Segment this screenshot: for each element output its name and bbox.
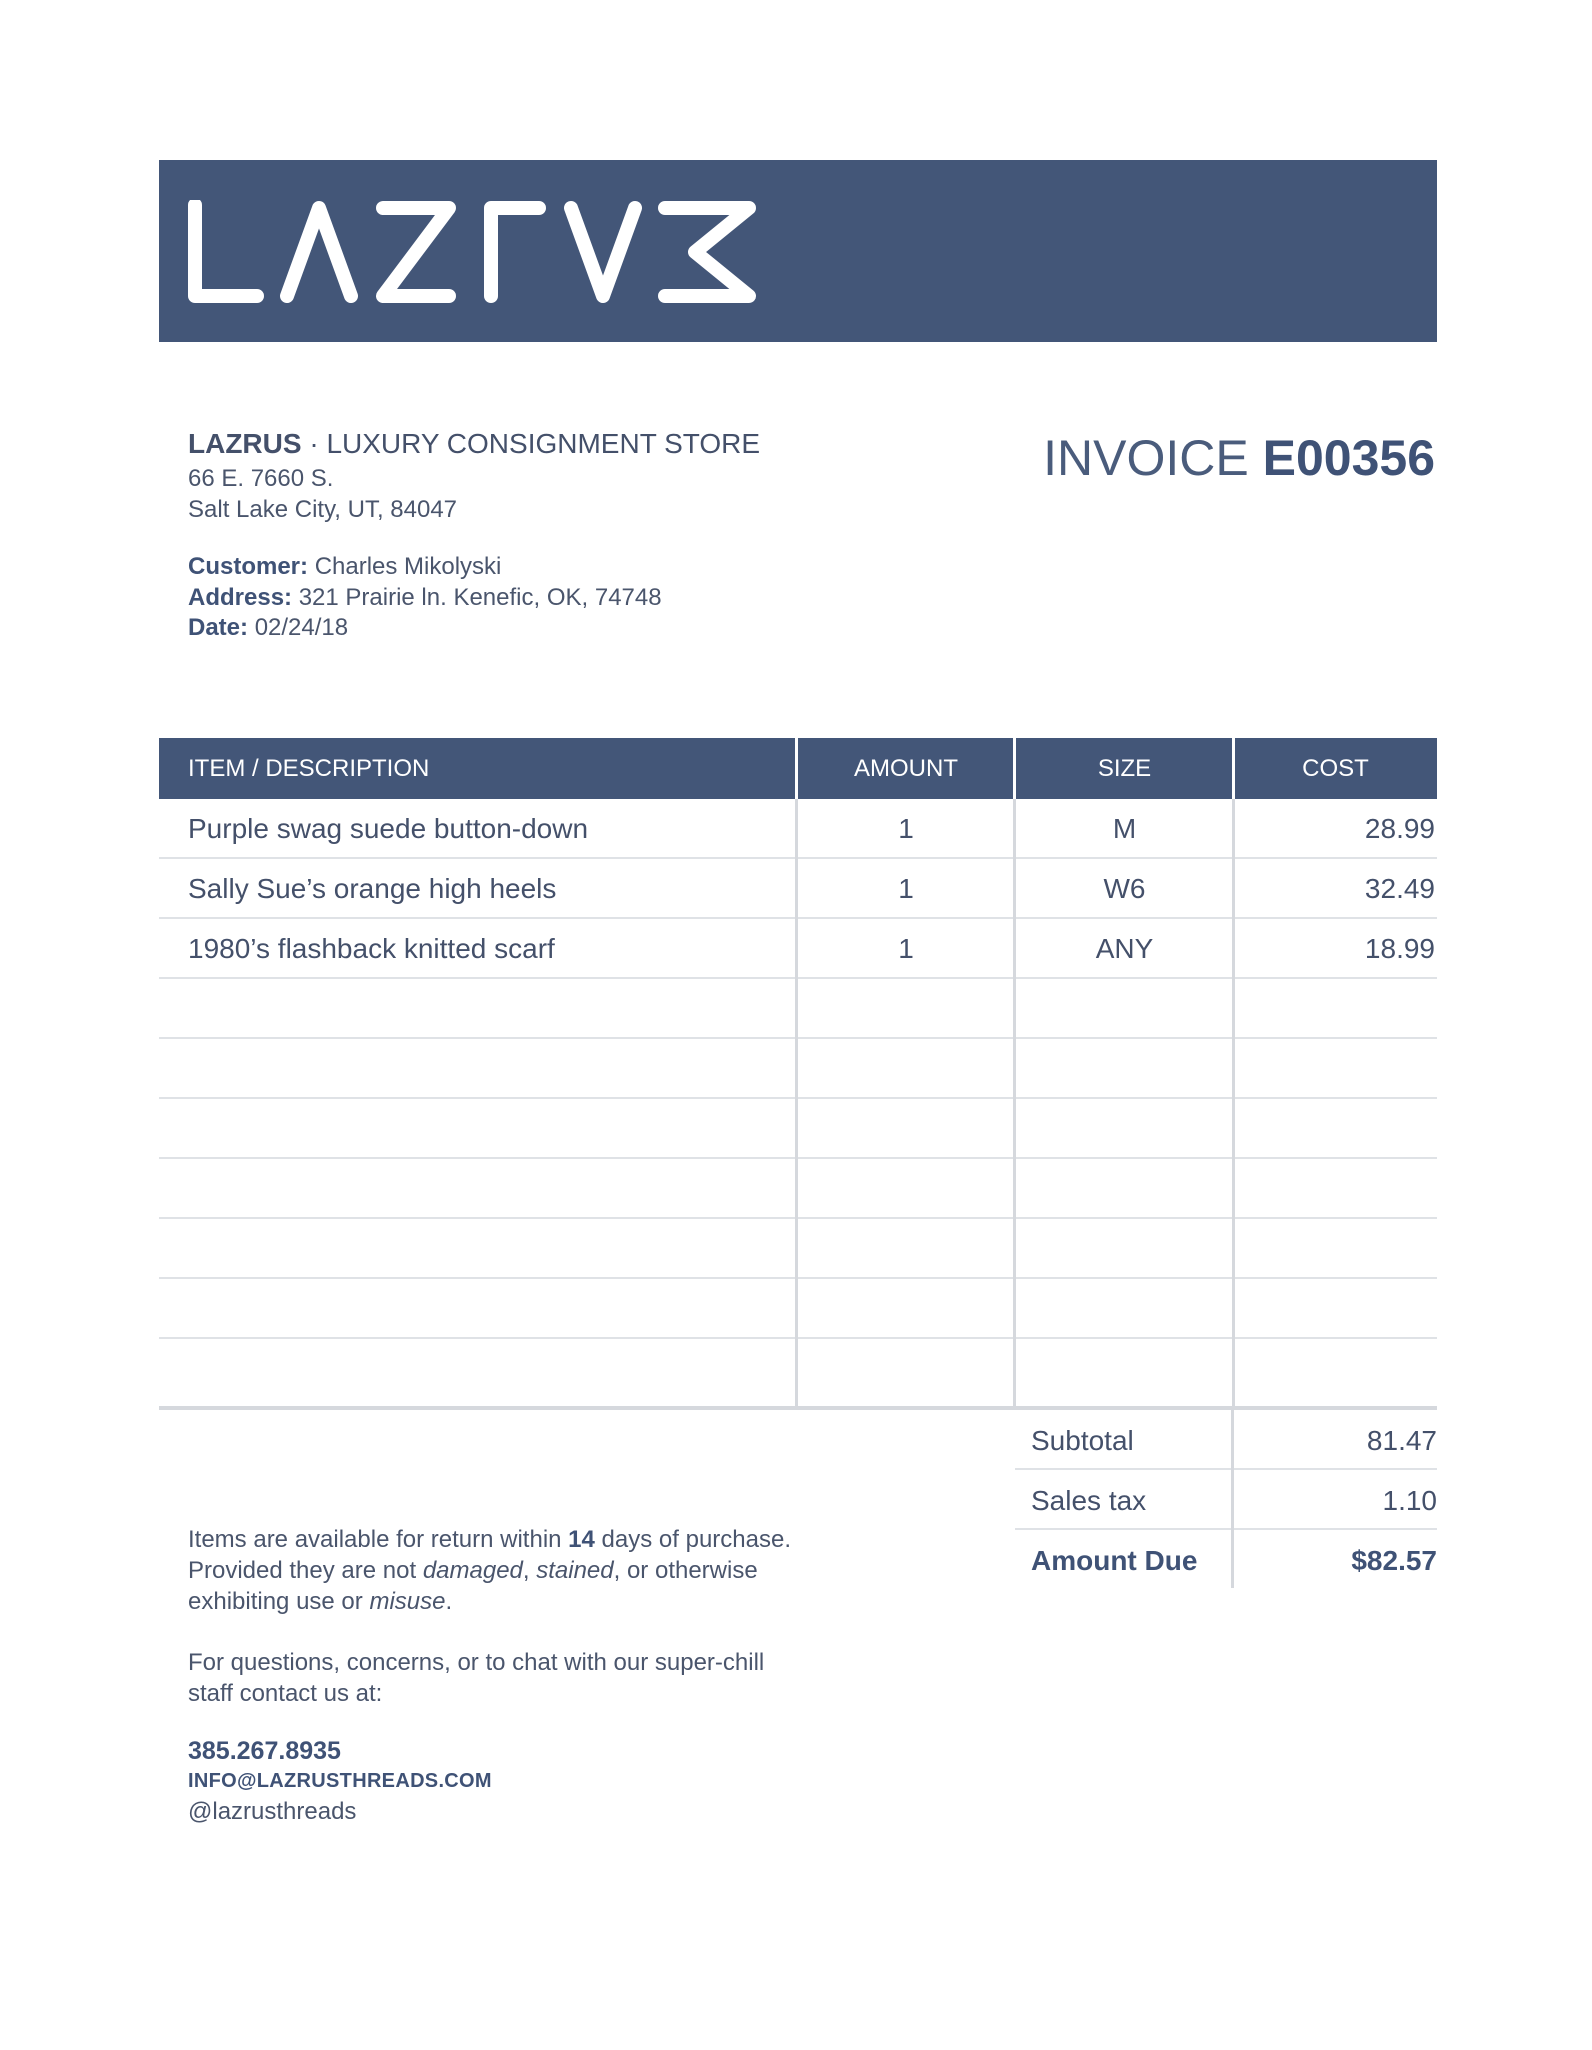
column-divider <box>1232 799 1235 1406</box>
subtotal-label: Subtotal <box>1031 1425 1134 1456</box>
header-cost: COST <box>1302 755 1369 782</box>
contact-phone[interactable]: 385.267.8935 <box>188 1737 341 1765</box>
amount-due-label: Amount Due <box>1031 1545 1198 1576</box>
policy-emphasis: misuse <box>369 1588 446 1615</box>
policy-line <box>188 1524 848 1555</box>
cell-size <box>1015 1219 1234 1279</box>
date-value: 02/24/18 <box>254 614 349 641</box>
policy-days: 14 <box>568 1526 595 1553</box>
cell-amount <box>797 1099 1015 1159</box>
tax-value: 1.10 <box>1382 1485 1437 1516</box>
customer-value: Charles Mikolyski <box>314 553 502 580</box>
store-address-line2: Salt Lake City, UT, 84047 <box>188 496 458 523</box>
cell-cost: 18.99 <box>1364 933 1435 964</box>
contact-email[interactable]: INFO@LAZRUSTHREADS.COM <box>188 1770 492 1792</box>
cell-amount <box>797 1279 1015 1339</box>
customer-label: Customer: <box>188 553 309 580</box>
cell-item: Purple swag suede button-down <box>188 813 589 844</box>
amount-due-row <box>1015 1530 1437 1590</box>
customer-address-line <box>188 582 662 613</box>
totals-block <box>1015 1410 1437 1590</box>
contact-intro-line: For questions, concerns, or to chat with our super-chill <box>188 1649 765 1676</box>
policy-line <box>188 1586 848 1617</box>
table-row <box>159 1159 1437 1219</box>
cell-amount <box>797 1339 1015 1399</box>
column-divider <box>1013 799 1016 1406</box>
cell-item: Sally Sue’s orange high heels <box>188 873 557 904</box>
column-divider <box>795 799 798 1406</box>
policy-emphasis: stained <box>536 1557 614 1584</box>
subtotal-value: 81.47 <box>1366 1425 1437 1456</box>
cell-size <box>1015 1159 1234 1219</box>
cell-size <box>1015 1279 1234 1339</box>
table-row <box>159 799 1437 859</box>
policy-line <box>188 1555 848 1586</box>
cell-size: ANY <box>1095 933 1154 964</box>
table-body <box>159 799 1437 1399</box>
store-heading <box>188 428 760 460</box>
header-banner <box>159 160 1437 342</box>
table-row <box>159 1279 1437 1339</box>
policy-text: , or otherwise <box>613 1557 758 1584</box>
tax-label: Sales tax <box>1031 1485 1147 1516</box>
address-label: Address: <box>188 584 293 611</box>
header-divider <box>1013 738 1016 799</box>
amount-due-value: $82.57 <box>1351 1545 1437 1576</box>
lazrus-logo <box>187 200 762 303</box>
policy-text: Provided they are not <box>188 1557 423 1584</box>
store-tagline: LUXURY CONSIGNMENT STORE <box>326 428 761 459</box>
cell-size: W6 <box>1103 873 1146 904</box>
invoice-table <box>159 738 1437 1399</box>
date-line <box>188 612 348 643</box>
table-row <box>159 919 1437 979</box>
header-divider <box>1232 738 1235 799</box>
header-size: SIZE <box>1097 755 1152 782</box>
invoice-number: E00356 <box>1262 430 1435 486</box>
cell-amount <box>797 1219 1015 1279</box>
policy-text: Items are available for return within <box>188 1526 569 1553</box>
table-row <box>159 1099 1437 1159</box>
policy-text: . <box>445 1588 453 1615</box>
tax-row <box>1015 1470 1437 1530</box>
cell-size <box>1015 1339 1234 1399</box>
table-header <box>159 738 1437 799</box>
table-row <box>159 1219 1437 1279</box>
header-item: ITEM / DESCRIPTION <box>188 755 430 782</box>
invoice-title <box>1043 428 1435 488</box>
cell-item: 1980’s flashback knitted scarf <box>188 933 555 964</box>
invoice-label: INVOICE <box>1043 430 1249 486</box>
cell-size: M <box>1112 813 1137 844</box>
policy-emphasis: damaged <box>422 1557 523 1584</box>
totals-divider <box>1231 1410 1234 1588</box>
policy-text: exhibiting use or <box>188 1588 370 1615</box>
header-amount: AMOUNT <box>854 755 958 782</box>
return-policy <box>188 1524 848 1709</box>
cell-amount <box>797 1159 1015 1219</box>
spacer <box>188 1617 848 1647</box>
store-separator: · <box>309 428 319 459</box>
cell-amount <box>797 979 1015 1039</box>
cell-cost: 28.99 <box>1364 813 1435 844</box>
header-divider <box>795 738 798 799</box>
cell-amount <box>797 1039 1015 1099</box>
store-address-line1: 66 E. 7660 S. <box>188 465 334 492</box>
subtotal-row <box>1015 1410 1437 1470</box>
table-row <box>159 1039 1437 1099</box>
contact-intro-line: staff contact us at: <box>188 1680 383 1707</box>
cell-size <box>1015 979 1234 1039</box>
table-row <box>159 979 1437 1039</box>
address-value: 321 Prairie ln. Kenefic, OK, 74748 <box>298 584 662 611</box>
cell-amount: 1 <box>898 813 914 844</box>
cell-amount: 1 <box>898 873 914 904</box>
customer-line <box>188 551 501 582</box>
contact-social-handle[interactable]: @lazrusthreads <box>188 1798 357 1825</box>
policy-text: , <box>522 1557 537 1584</box>
date-label: Date: <box>188 614 249 641</box>
cell-size <box>1015 1099 1234 1159</box>
cell-amount: 1 <box>898 933 914 964</box>
table-row <box>159 1339 1437 1399</box>
cell-size <box>1015 1039 1234 1099</box>
cell-cost: 32.49 <box>1364 873 1435 904</box>
store-name: LAZRUS <box>188 428 302 459</box>
policy-text: days of purchase. <box>594 1526 791 1553</box>
table-row <box>159 859 1437 919</box>
